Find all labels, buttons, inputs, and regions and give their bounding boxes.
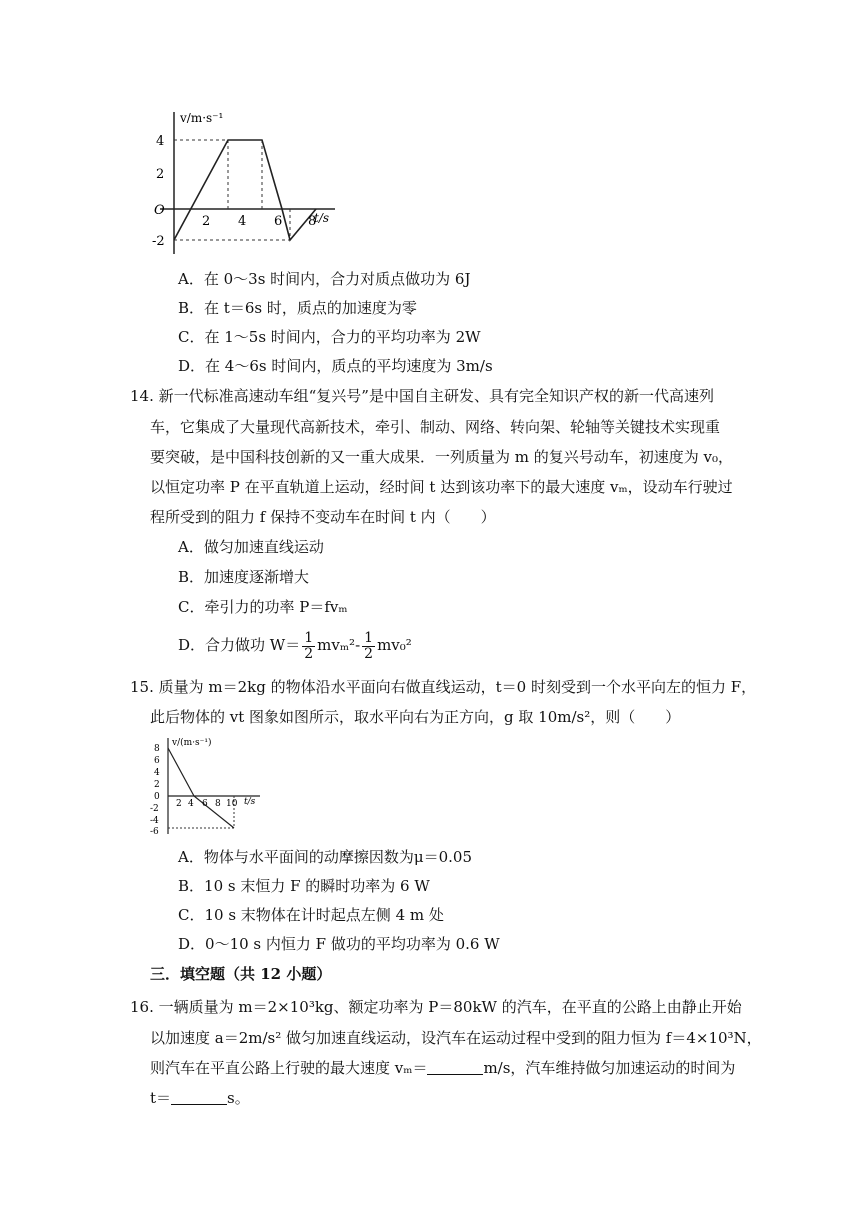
- q16-line: t＝ s。: [150, 1089, 250, 1107]
- q14-minus: -: [355, 636, 361, 654]
- vt-graph-q15: [148, 734, 268, 838]
- graph2-y-tick: -6: [150, 827, 159, 837]
- q14-option-d: [178, 628, 412, 662]
- q15-stem-line: 15. 质量为 m＝2kg 的物体沿水平面向右做直线运动，t＝0 时刻受到一个水平向左的恒力 F，: [130, 678, 757, 696]
- q15-option-a: A．物体与水平面间的动摩擦因数为μ＝0.05: [178, 848, 472, 866]
- graph1-y-label: v/m·s⁻¹: [180, 111, 224, 125]
- q15-stem-line: 此后物体的 vt 图象如图所示，取水平向右为正方向，g 取 10m/s²，则（ ）: [150, 708, 681, 726]
- graph1-x-tick: 4: [238, 214, 247, 229]
- graph2-x-tick: 10: [226, 799, 238, 809]
- answer-blank[interactable]: [171, 1088, 227, 1105]
- graph2-y-tick: 8: [154, 744, 160, 754]
- graph1-y-tick: O: [154, 203, 165, 218]
- q13-option-d: D．在 4～6s 时间内，质点的平均速度为 3m/s: [178, 357, 493, 375]
- q16-line: 16. 一辆质量为 m＝2×10³kg、额定功率为 P＝80kW 的汽车，在平直的公路上由静止开始: [130, 998, 742, 1016]
- fraction: $\frac{1}{2}$: [304, 629, 314, 662]
- q14-option-b: B．加速度逐渐增大: [178, 568, 310, 586]
- q15-option-d: D．0～10 s 内恒力 F 做功的平均功率为 0.6 W: [178, 935, 500, 953]
- answer-blank[interactable]: [427, 1058, 483, 1075]
- q14-option-d-prefix: D．合力做功 W＝: [178, 636, 301, 654]
- graph2-x-tick: 4: [188, 799, 194, 809]
- q14-term2: mv₀²: [377, 636, 412, 654]
- graph2-x-tick: 8: [215, 799, 221, 809]
- q13-option-b: B．在 t＝6s 时，质点的加速度为零: [178, 299, 417, 317]
- q14-stem-line: 程所受到的阻力 f 保持不变动车在时间 t 内（ ）: [150, 508, 496, 526]
- section-title: 三．填空题（共 12 小题）: [150, 965, 332, 983]
- graph1-x-tick: 2: [202, 214, 211, 229]
- vt-graph-q13: [150, 104, 340, 264]
- graph2-y-tick: 0: [154, 792, 160, 802]
- graph2-y-tick: -2: [150, 804, 159, 814]
- q15-option-b: B．10 s 末恒力 F 的瞬时功率为 6 W: [178, 877, 430, 895]
- graph2-y-label: v/(m·s⁻¹): [172, 738, 212, 748]
- graph1-x-tick: 6: [274, 214, 283, 229]
- graph2-y-tick: -4: [150, 816, 159, 826]
- graph2-x-label: t/s: [244, 797, 256, 807]
- q14-option-a: A．做匀加速直线运动: [178, 538, 324, 556]
- q14-term1: mvₘ²: [317, 636, 356, 654]
- graph2-x-tick: 2: [176, 799, 182, 809]
- graph1-x-tick: 8: [308, 214, 317, 229]
- fraction: $\frac{1}{2}$: [364, 629, 374, 662]
- graph1-y-tick: 2: [156, 167, 165, 182]
- graph2-y-tick: 2: [154, 780, 160, 790]
- q16-line: 以加速度 a＝2m/s² 做匀加速直线运动，设汽车在运动过程中受到的阻力恒为 f＝4×10³N，: [150, 1029, 762, 1047]
- q14-stem-line: 要突破，是中国科技创新的又一重大成果．一列质量为 m 的复兴号动车，初速度为 v₀，: [150, 448, 734, 466]
- graph1-y-tick: 4: [156, 134, 165, 149]
- graph2-y-tick: 4: [154, 768, 160, 778]
- graph1-y-tick: -2: [152, 234, 165, 249]
- q15-option-c: C．10 s 末物体在计时起点左侧 4 m 处: [178, 906, 444, 924]
- graph2-y-tick: 6: [154, 756, 160, 766]
- q14-option-c: C．牵引力的功率 P＝fvₘ: [178, 598, 348, 616]
- q14-stem-line: 14. 新一代标准高速动车组“复兴号”是中国自主研发、具有完全知识产权的新一代高速列: [130, 387, 714, 405]
- q13-option-c: C．在 1～5s 时间内，合力的平均功率为 2W: [178, 328, 481, 346]
- graph2-x-tick: 6: [202, 799, 208, 809]
- q16-line: 则汽车在平直公路上行驶的最大速度 vₘ＝ m/s，汽车维持做匀加速运动的时间为: [150, 1059, 736, 1077]
- q14-stem-line: 车，它集成了大量现代高新技术，牵引、制动、网络、转向架、轮轴等关键技术实现重: [150, 418, 721, 436]
- graph1-x-label: t/s: [314, 211, 330, 225]
- q14-stem-line: 以恒定功率 P 在平直轨道上运动，经时间 t 达到该功率下的最大速度 vₘ，设动车行驶过: [150, 478, 733, 496]
- q13-option-a: A．在 0～3s 时间内，合力对质点做功为 6J: [178, 270, 471, 288]
